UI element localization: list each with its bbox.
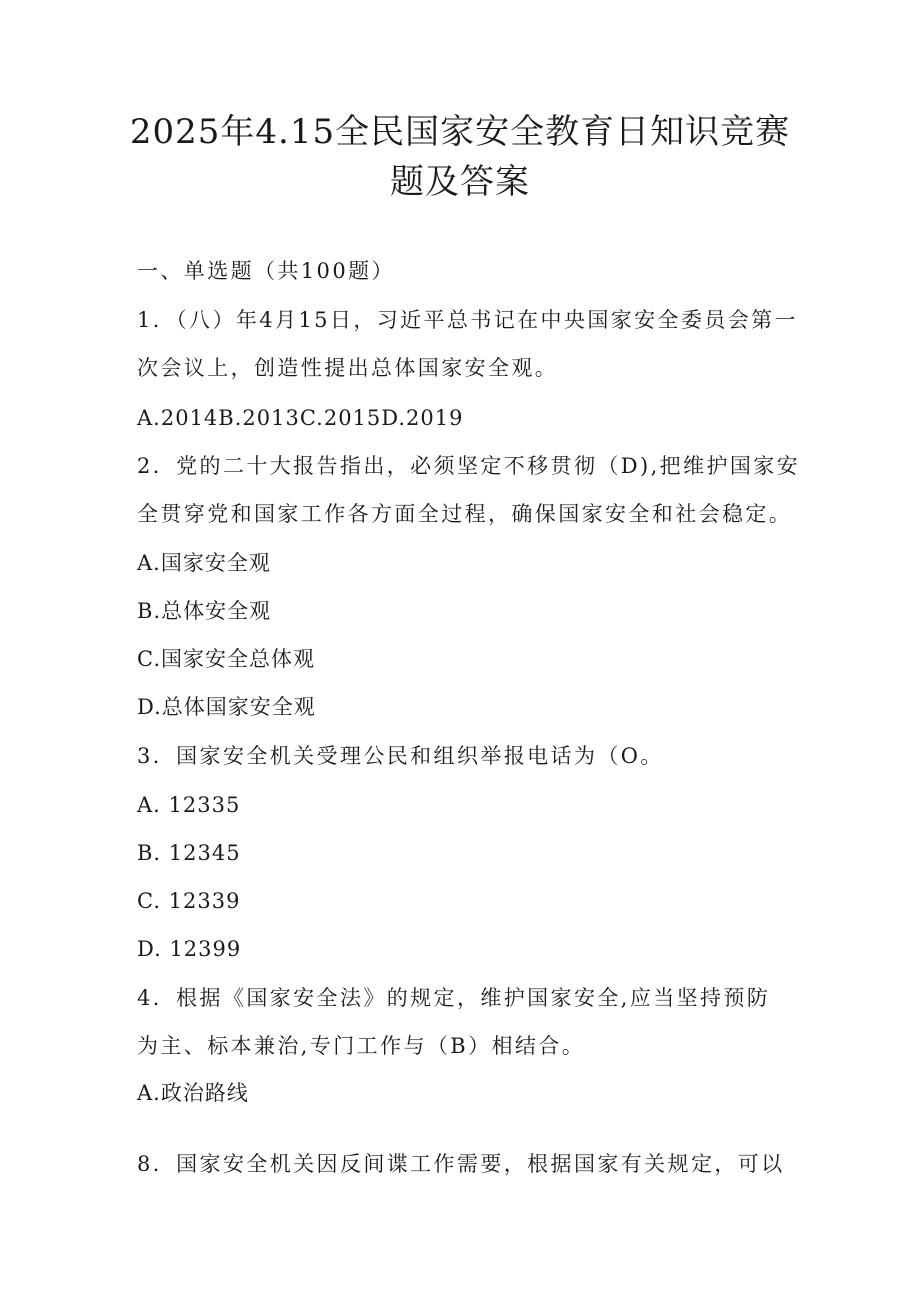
question-4-stem-line-1: 4．根据《国家安全法》的规定，维护国家安全,应当坚持预防 — [137, 986, 771, 1010]
question-2-option-b: B.总体安全观 — [137, 599, 272, 623]
question-4-stem-line-2: 为主、标本兼治,专门工作与（B）相结合。 — [137, 1034, 586, 1058]
document-title-line-1: 2025年4.15全民国家安全教育日知识竞赛 — [129, 112, 791, 152]
question-2-stem-line-1: 2．党的二十大报告指出，必须坚定不移贯彻（D),把维护国家安 — [137, 454, 801, 478]
question-3-option-d: D. 12399 — [137, 937, 242, 961]
question-1-options: A.2014B.2013C.2015D.2019 — [137, 406, 464, 430]
document-title-line-2: 题及答案 — [390, 162, 530, 202]
question-2-option-a: A.国家安全观 — [137, 551, 271, 575]
section-heading: 一、单选题（共100题） — [137, 259, 395, 283]
question-1-stem-line-2: 次会议上，创造性提出总体国家安全观。 — [137, 356, 559, 380]
question-3-stem-line-1: 3．国家安全机关受理公民和组织举报电话为（O。 — [137, 744, 664, 768]
question-3-option-a: A. 12335 — [137, 793, 241, 817]
question-2-option-c: C.国家安全总体观 — [137, 647, 315, 671]
question-2-option-d: D.总体国家安全观 — [137, 695, 316, 719]
question-3-option-c: C. 12339 — [137, 889, 241, 913]
question-2-stem-line-2: 全贯穿党和国家工作各方面全过程，确保国家安全和社会稳定。 — [137, 502, 793, 526]
question-1-stem-line-1: 1．（八）年4月15日，习近平总书记在中央国家安全委员会第一 — [137, 308, 798, 332]
question-8-stem-line-1: 8．国家安全机关因反间谍工作需要，根据国家有关规定，可以 — [137, 1152, 785, 1176]
question-3-option-b: B. 12345 — [137, 841, 241, 865]
question-4-option-a: A.政治路线 — [137, 1081, 249, 1105]
